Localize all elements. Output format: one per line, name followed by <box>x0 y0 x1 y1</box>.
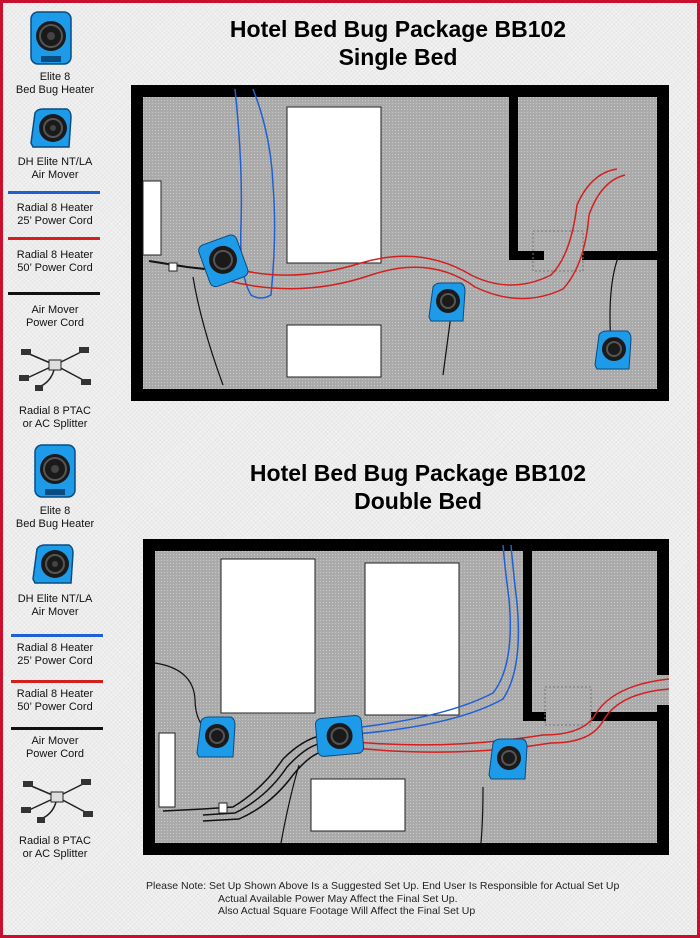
legend-splitter-label: Radial 8 PTAC or AC Splitter <box>19 405 91 430</box>
legend-heater-label: Elite 8 Bed Bug Heater <box>15 505 95 530</box>
floor-plan-double-bed <box>143 539 669 855</box>
legend-mover-cord-line <box>11 727 103 730</box>
legend-mover-cord-line <box>8 292 100 295</box>
splitter-icon <box>17 777 97 832</box>
splitter-icon <box>15 345 95 400</box>
legend-50ft-cord-label: Radial 8 Heater 50’ Power Cord <box>16 249 94 274</box>
heater-icon <box>31 443 79 506</box>
panel-title: Hotel Bed Bug Package BB102 Single Bed <box>229 16 567 70</box>
legend-25ft-cord-label: Radial 8 Heater 25’ Power Cord <box>16 642 94 667</box>
legend-50ft-cord-label: Radial 8 Heater 50’ Power Cord <box>16 688 94 713</box>
legend-50ft-cord-line <box>11 680 103 683</box>
legend-mover-cord-label: Air Mover Power Cord <box>25 304 85 329</box>
legend-50ft-cord-line <box>8 237 100 240</box>
legend-25ft-cord-line <box>8 191 100 194</box>
air-mover-icon <box>27 107 73 156</box>
heater-icon <box>27 10 75 73</box>
legend-25ft-cord-label: Radial 8 Heater 25’ Power Cord <box>16 202 94 227</box>
legend-air-mover-label: DH Elite NT/LA Air Mover <box>17 593 93 618</box>
legend-air-mover-label: DH Elite NT/LA Air Mover <box>17 156 93 181</box>
air-mover-icon <box>29 543 75 592</box>
panel-single-bed <box>3 3 697 443</box>
floor-plan-single-bed <box>131 85 669 401</box>
legend-heater-label: Elite 8 Bed Bug Heater <box>15 71 95 96</box>
disclaimer-note: Please Note: Set Up Shown Above Is a Suggested Set Up. End User Is Responsible for Actual Set Up Actual Available Power May Affect the Final Set Up. Also Actual Square Footage Will Affect the Final Set Up <box>146 880 620 917</box>
panel-title: Hotel Bed Bug Package BB102 Double Bed <box>249 460 587 514</box>
legend-splitter-label: Radial 8 PTAC or AC Splitter <box>19 835 91 860</box>
legend-25ft-cord-line <box>11 634 103 637</box>
legend-mover-cord-label: Air Mover Power Cord <box>25 735 85 760</box>
panel-double-bed <box>3 443 697 883</box>
